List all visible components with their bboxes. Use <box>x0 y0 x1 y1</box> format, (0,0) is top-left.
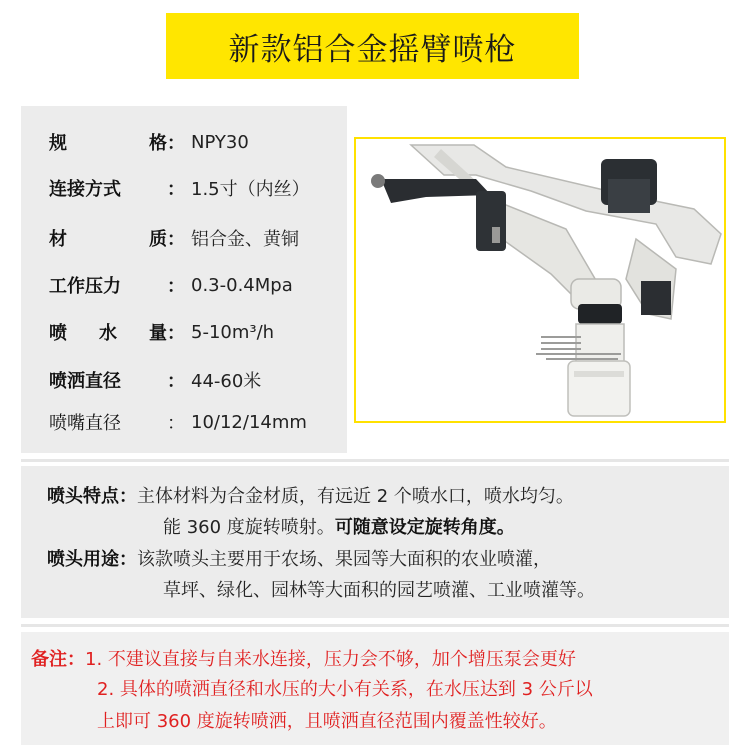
spec-value: 44-60米 <box>191 371 262 392</box>
note-line-3: 上即可 360 度旋转喷洒，且喷洒直径范围内覆盖性较好。 <box>97 711 557 732</box>
spec-panel <box>21 106 347 453</box>
usage-label: 喷头用途： <box>47 549 137 570</box>
spec-label: 连接方式 <box>49 179 121 200</box>
spec-row-nozzle-diameter: 喷嘴直径 ： 10/12/14mm <box>49 407 307 437</box>
feature-panel <box>21 466 729 618</box>
spec-value: 0.3-0.4Mpa <box>191 274 293 296</box>
spec-row-flow: 喷 水 量 ： 5-10m³/h <box>49 321 275 344</box>
spec-label: 喷嘴直径 <box>49 413 121 434</box>
spec-value: 1.5寸（内丝） <box>191 179 310 200</box>
spec-value: NPY30 <box>191 131 249 153</box>
divider <box>21 459 729 462</box>
spec-row-model: 规 格 ： NPY30 <box>49 131 249 154</box>
spec-row-connection: 连接方式 ： 1.5寸（内丝） <box>49 173 310 203</box>
spec-label: 喷洒直径 <box>49 371 121 392</box>
feature-line-1: 喷头特点：主体材料为合金材质，有远近 2 个喷水口，喷水均匀。 <box>47 486 574 507</box>
sprinkler-gun-illustration <box>356 139 724 421</box>
spec-value: 铝合金、黄铜 <box>191 229 299 250</box>
divider <box>21 624 729 627</box>
spec-row-spray-diameter: 喷洒直径 ： 44-60米 <box>49 365 261 395</box>
feature-line-2: 能 360 度旋转喷射。可随意设定旋转角度。 <box>163 517 515 538</box>
usage-line-2: 草坪、绿化、园林等大面积的园艺喷灌、工业喷灌等。 <box>163 580 595 601</box>
spec-value: 5-10m³/h <box>191 321 275 343</box>
note-line-2: 2. 具体的喷洒直径和水压的大小有关系，在水压达到 3 公斤以 <box>97 679 593 700</box>
note-label: 备注： <box>31 649 85 670</box>
spec-label: 工作压力 <box>49 276 121 297</box>
feature-label: 喷头特点： <box>47 486 137 507</box>
spec-row-pressure: 工作压力 ： 0.3-0.4Mpa <box>49 270 293 300</box>
page-title: 新款铝合金摇臂喷枪 <box>228 31 517 68</box>
spec-value: 10/12/14mm <box>191 411 307 433</box>
product-photo <box>354 137 726 423</box>
usage-line-1: 喷头用途：该款喷头主要用于农场、果园等大面积的农业喷灌， <box>47 549 551 570</box>
note-panel <box>21 632 729 745</box>
title-banner <box>166 13 579 79</box>
note-line-1: 备注：1. 不建议直接与自来水连接，压力会不够，加个增压泵会更好 <box>31 649 576 670</box>
spec-row-material: 材 质 ： 铝合金、黄铜 <box>49 223 299 253</box>
